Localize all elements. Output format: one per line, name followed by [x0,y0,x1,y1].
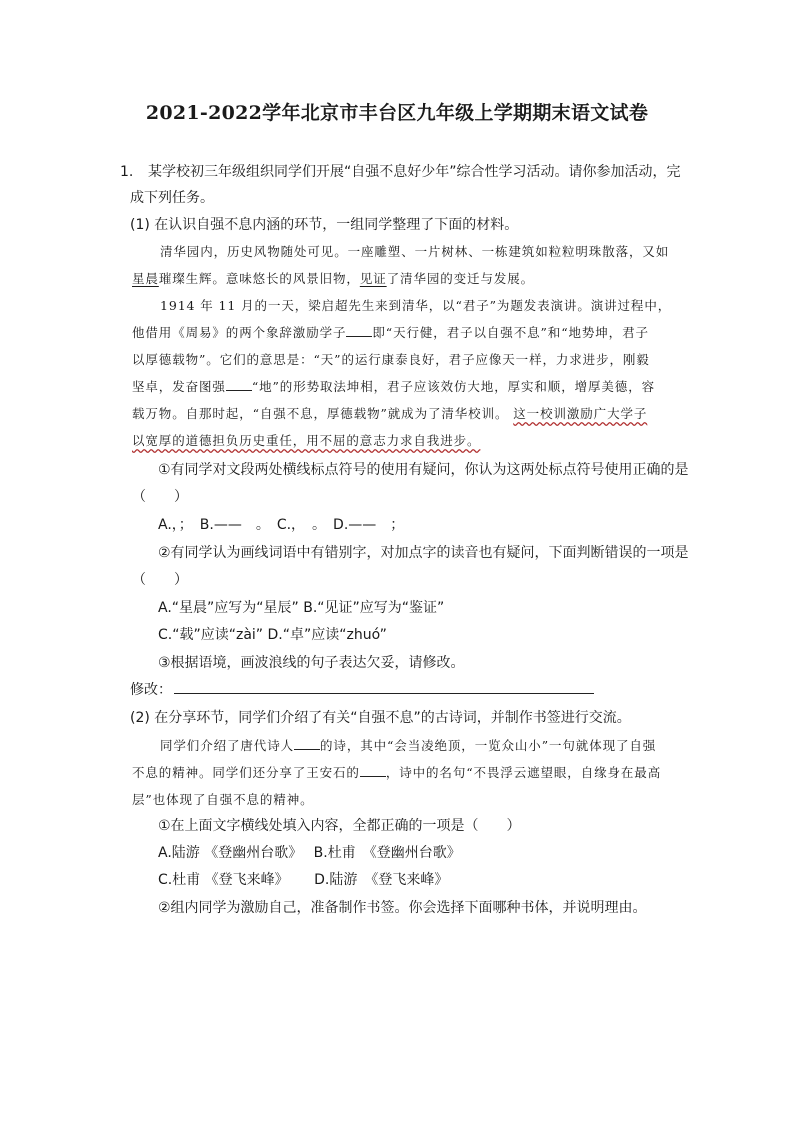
subquestion-3: ③根据语境，画波浪线的句子表达欠妥，请修改。 [158,655,465,671]
passage-text: 璀璨生辉。意味悠长的风景旧物， [158,271,360,286]
passage-text: 了清华园的变迁与发展。 [386,271,535,286]
passage-text: 的诗，其中“会当凌绝顶，一览众山小”一句就体现了自强 [320,738,657,753]
passage-text: 载万物。自那时起，“自强不息，厚德载物”就成为了清华校训。 [132,406,514,421]
passage2-line-5 [132,404,647,424]
part1-label: (1) 在认识自强不息内涵的环节，一组同学整理了下面的材料。 [130,217,519,233]
passage2-line-1: 1914 年 11 月的一天，梁启超先生来到清华，以“君子”为题发表演讲。演讲过程中， [160,298,672,313]
subquestion-2-line-1: ②有同学认为画线词语中有错别字，对加点字的读音也有疑问，下面判断错误的一项是 [158,545,689,561]
question-intro-line-1: 某学校初三年级组织同学们开展“自强不息好少年”综合性学习活动。请你参加活动，完 [148,164,681,180]
subquestion-1-options: A.，； B.—— 。 C.， 。 D.—— ； [158,517,405,533]
part2-subquestion-1: ①在上面文字横线处填入内容，全都正确的一项是（ ） [158,818,521,834]
subquestion-2-options-cd: C.“载”应读“zài” D.“卓”应读“zhuó” [158,627,387,643]
part2-passage-line-1 [160,736,656,756]
punctuation-blank-2 [226,378,252,391]
passage-text: 即“天行健，君子以自强不息”和“地势坤，君子 [372,325,649,340]
passage2-line-6 [132,431,480,451]
wavy-sentence-part-1: 这一校训激励广大学子 [513,406,648,421]
subquestion-1-line-1: ①有同学对文段两处横线标点符号的使用有疑问，你认为这两处标点符号使用正确的是 [158,462,689,478]
passage-text: “地”的形势取法坤相，君子应该效仿大地，厚实和顺，增厚美德，容 [251,379,655,394]
passage-text: 他借用《周易》的两个象辞激励学子 [132,325,347,340]
poem-blank [360,764,386,777]
question-number: 1. [120,164,134,180]
part2-passage-line-3: 层”也体现了自强不息的精神。 [132,792,314,807]
underlined-word-xingchen: 星晨 [132,271,159,286]
passage1-line-2 [132,269,534,289]
subquestion-1-paren: （ ） [132,489,188,505]
part2-options-cd: C.杜甫 《登飞来峰》 D.陆游 《登飞来峰》 [158,872,449,888]
passage2-line-4 [132,377,655,397]
part2-label: (2) 在分享环节，同学们介绍了有关“自强不息”的古诗词，并制作书签进行交流。 [130,710,631,726]
passage2-line-2 [132,323,649,343]
page-title: 2021-2022学年北京市丰台区九年级上学期期末语文试卷 [145,102,649,124]
poet-blank [294,737,320,750]
passage-text: ，诗中的名句“不畏浮云遮望眼，自缘身在最高 [385,765,662,780]
part2-passage-line-2 [132,763,661,783]
subquestion-2-paren: （ ） [132,572,188,588]
passage-text: 同学们介绍了唐代诗人 [160,738,295,753]
punctuation-blank-1 [346,324,372,337]
passage1-line-1: 清华园内，历史风物随处可见。一座雕塑、一片树林、一栋建筑如粒粒明珠散落，又如 [160,244,670,259]
passage-text: 不息的精神。同学们还分享了王安石的 [132,765,360,780]
revise-answer-line[interactable] [174,693,594,694]
question-intro-line-2: 成下列任务。 [130,190,214,206]
part2-options-ab: A.陆游 《登幽州台歌》 B.杜甫 《登幽州台歌》 [158,845,461,861]
passage2-line-3: 以厚德载物”。它们的意思是：“天”的运行康泰良好，君子应像天一样，力求进步，刚毅 [132,352,650,367]
subquestion-2-options-ab: A.“星晨”应写为“星辰” B.“见证”应写为“鉴证” [158,600,445,616]
revise-label: 修改： [130,682,172,698]
part2-subquestion-2: ②组内同学为激励自己，准备制作书签。你会选择下面哪种书体，并说明理由。 [158,900,647,916]
wavy-sentence-part-2: 以宽厚的道德担负历史重任，用不屈的意志力求自我进步。 [132,433,481,448]
underlined-word-jianzheng: 见证 [359,271,387,286]
passage-text: 坚卓，发奋图强 [132,379,226,394]
